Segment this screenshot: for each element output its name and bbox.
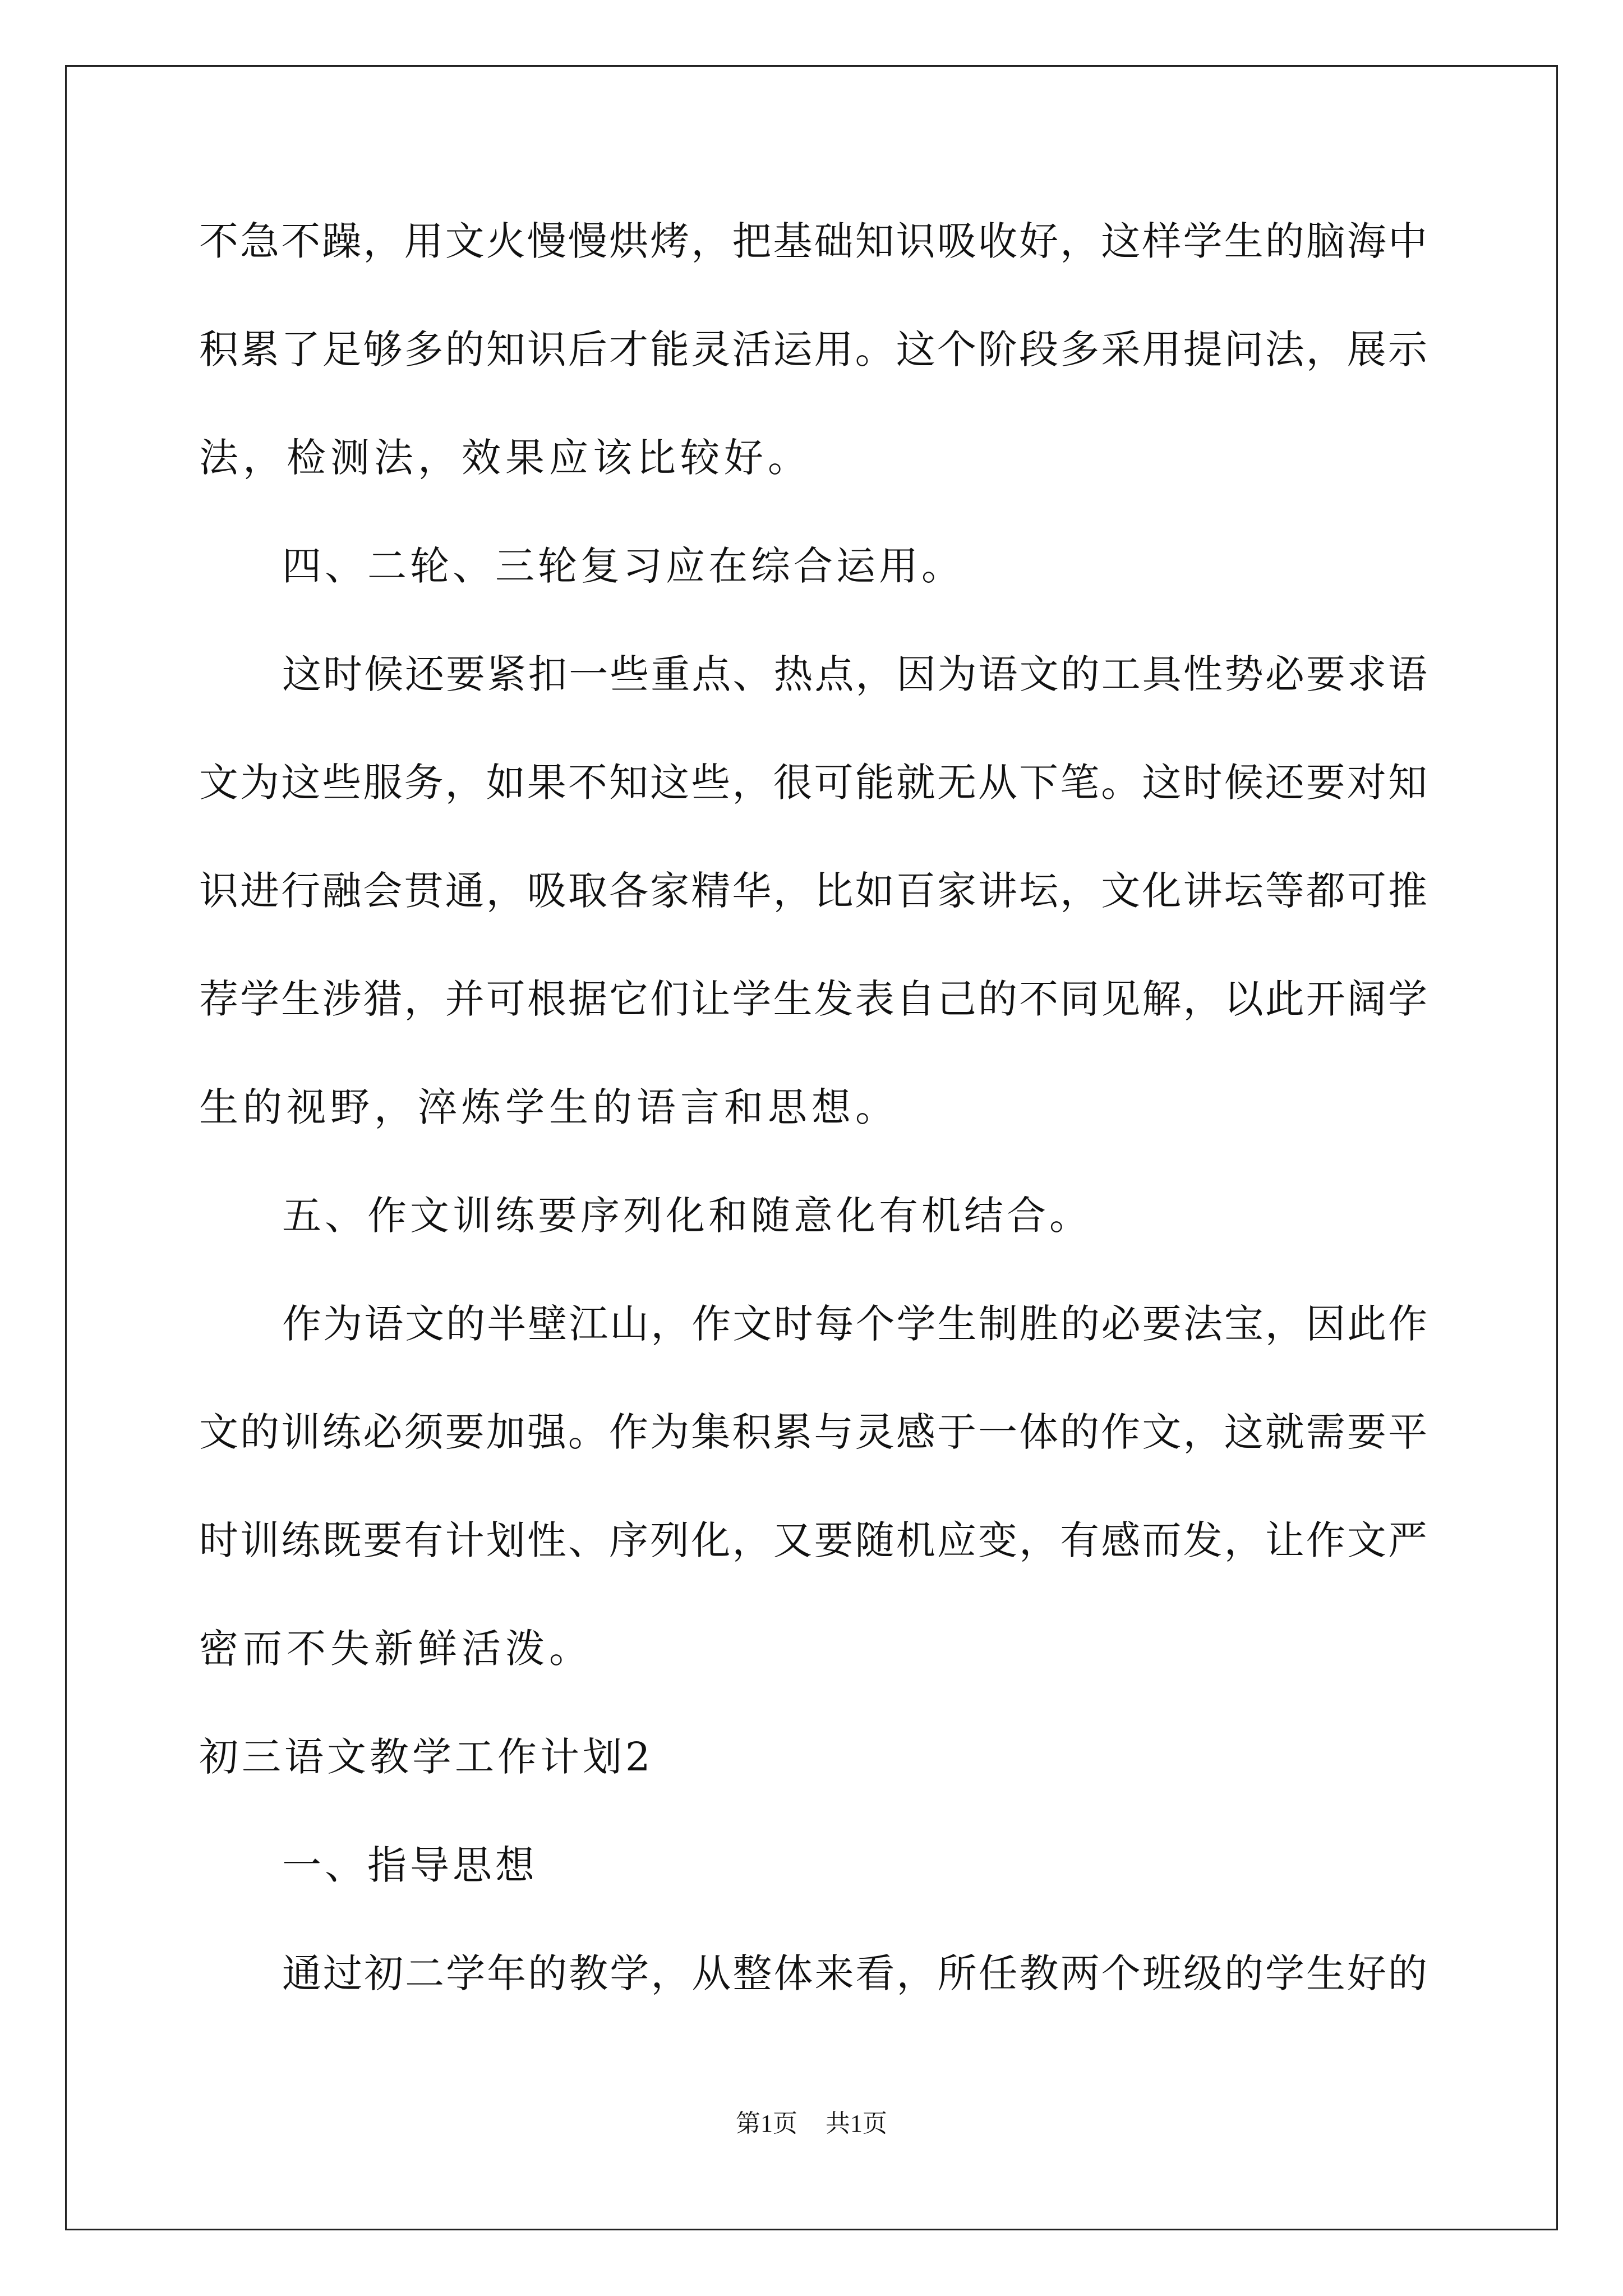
section-heading: 五、作文训练要序列化和随意化有机结合。 xyxy=(282,1193,1092,1239)
document-body xyxy=(199,214,1427,2055)
paragraph-line: 通过初二学年的教学，从整体来看，所任教两个班级的学生好的 xyxy=(282,1950,1427,1996)
paragraph-line: 文为这些服务，如果不知这些，很可能就无从下笔。这时候还要对知 xyxy=(199,760,1427,806)
paragraph-line: 积累了足够多的知识后才能灵活运用。这个阶段多采用提问法，展示 xyxy=(199,326,1427,372)
paragraph-line: 荐学生涉猎，并可根据它们让学生发表自己的不同见解，以此开阔学 xyxy=(199,976,1427,1022)
page-number-total: 共1页 xyxy=(826,2110,887,2137)
paragraph-line: 法，检测法，效果应该比较好。 xyxy=(199,435,811,481)
paragraph-line: 时训练既要有计划性、序列化，又要随机应变，有感而发，让作文严 xyxy=(199,1517,1427,1563)
paragraph-line: 识进行融会贯通，吸取各家精华，比如百家讲坛，文化讲坛等都可推 xyxy=(199,868,1427,914)
page-footer xyxy=(0,2107,1623,2141)
paragraph-line: 文的训练必须要加强。作为集积累与灵感于一体的作文，这就需要平 xyxy=(199,1409,1427,1455)
page-number-current: 第1页 xyxy=(736,2110,797,2137)
document-title: 初三语文教学工作计划2 xyxy=(199,1734,654,1780)
paragraph-line: 这时候还要紧扣一些重点、热点，因为语文的工具性势必要求语 xyxy=(282,651,1427,697)
section-heading: 四、二轮、三轮复习应在综合运用。 xyxy=(282,543,964,589)
section-heading: 一、指导思想 xyxy=(282,1842,538,1888)
paragraph-line: 密而不失新鲜活泼。 xyxy=(199,1626,593,1672)
paragraph-line: 不急不躁，用文火慢慢烘烤，把基础知识吸收好，这样学生的脑海中 xyxy=(199,218,1427,264)
paragraph-line: 生的视野，淬炼学生的语言和思想。 xyxy=(199,1084,899,1130)
paragraph-line: 作为语文的半壁江山，作文时每个学生制胜的必要法宝，因此作 xyxy=(282,1301,1427,1347)
